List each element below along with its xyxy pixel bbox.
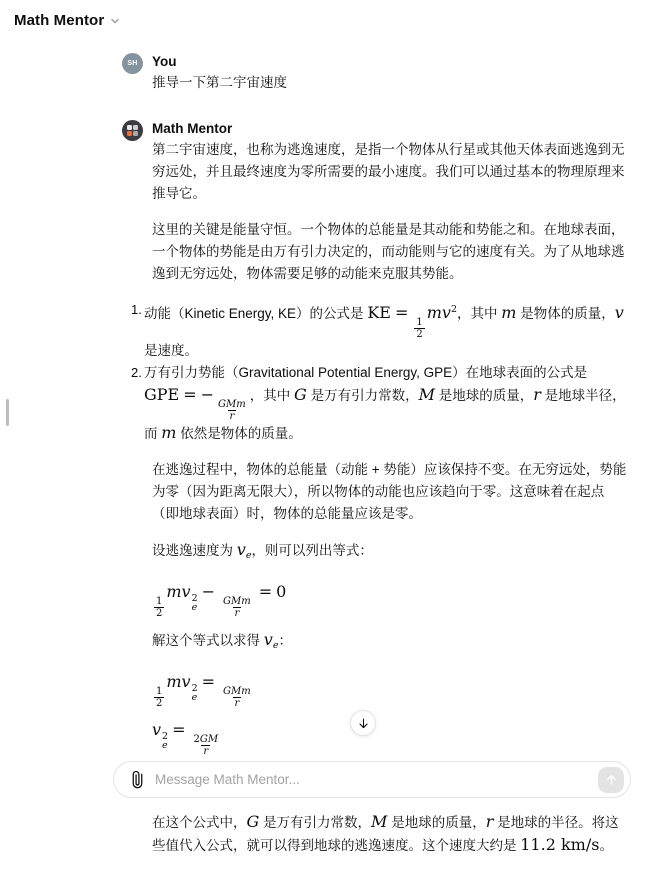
math-inline: v 2 e = $\frac{2GM}{r}$ (152, 720, 219, 757)
assistant-name: Math Mentor (152, 121, 233, 136)
math-inline: m (161, 423, 177, 442)
model-switcher[interactable] (10, 8, 125, 33)
math-formula (152, 581, 630, 619)
user-avatar (122, 53, 143, 74)
message-input[interactable] (149, 772, 598, 787)
app-title: Math Mentor (14, 12, 105, 29)
scrollbar-thumb[interactable] (6, 399, 9, 426)
arrow-up-icon (604, 772, 619, 787)
assistant-message (122, 119, 630, 871)
assistant-paragraph: 设逃逸速度为 ve，则可以列出等式： (152, 540, 373, 561)
math-inline: ve (236, 540, 252, 561)
math-inline: GPE = − $\frac{\text{GMm}}{r}$ (144, 385, 246, 422)
math-formula (152, 719, 630, 757)
math-inline: $\frac{1}{2}$ mv 2 e = $\frac{\text{GMm}}{r}$ (156, 672, 251, 709)
user-message (122, 52, 630, 94)
math-inline: G (294, 385, 307, 404)
assistant-message-body (131, 139, 630, 857)
assistant-paragraph: 这里的关键是能量守恒。一个物体的总能量是其动能和势能之和。在地球表面，一个物体的势能是由万有引力决定的，而动能则与它的速度有关。为了从地球逃逸到无穷远处，物体需要足够的动能来克服其势能。 (152, 222, 625, 281)
math-inline: r (533, 385, 541, 404)
assistant-paragraph: 在逃逸过程中，物体的总能量（动能 + 势能）应该保持不变。在无穷远处，势能为零（因为距离无限大），所以物体的动能也应该趋向于零。这意味着在起点（即地球表面）时，物体的总能量应该是零。 (152, 462, 627, 521)
math-inline: ve (263, 630, 279, 651)
scroll-to-bottom-button[interactable] (350, 710, 376, 736)
send-button[interactable] (598, 767, 624, 793)
math-inline: M (371, 812, 388, 831)
arrow-down-icon (357, 717, 370, 730)
math-inline: KE = $\frac{1}{2}$ $mv^2$ (367, 303, 457, 340)
math-inline: M (418, 385, 435, 404)
list-marker: 1. (131, 302, 142, 317)
user-message-text: 推导一下第二宇宙速度 (152, 75, 287, 90)
user-avatar-initials: SH (127, 60, 138, 67)
assistant-paragraph: 解这个等式以求得 ve： (152, 630, 292, 651)
assistant-avatar (122, 120, 143, 141)
conversation-thread (122, 52, 630, 871)
list-marker: 2. (131, 365, 142, 380)
attach-file-button[interactable] (125, 768, 149, 792)
chevron-down-icon (109, 15, 121, 27)
list-item (131, 299, 630, 362)
assistant-paragraph: 第二宇宙速度，也称为逃逸速度，是指一个物体从行星或其他天体表面逃逸到无穷远处，并且最终速度为零所需要的最小速度。我们可以通过基本的物理原理来推导它。 (152, 142, 625, 201)
list-item-text: 万有引力势能（Gravitational Potential Energy, GPE）在地球表面的公式是 GPE = − $\frac{\text{GMm}}{r}$ ，其中 G 是万有引力常数，M 是地球的质量，r 是地球半径，而 m 依然是物体的质量。 (144, 365, 626, 442)
ordered-list (131, 299, 630, 445)
math-inline: r (485, 812, 494, 831)
list-item-text: 动能（Kinetic Energy, KE）的公式是 KE = $\frac{1}{2}$ $mv^2$，其中 m 是物体的质量，v 是速度。 (144, 303, 624, 358)
math-inline: $\frac{1}{2}$ mv 2 e − $\frac{\text{GMm}}{r}$ = 0 (156, 582, 287, 619)
math-inline: v (614, 303, 624, 322)
paperclip-icon (125, 767, 149, 791)
math-inline: G (246, 812, 260, 831)
math-inline: 11.2 km/s (520, 835, 600, 854)
message-composer (113, 761, 631, 798)
assistant-paragraph: 在这个公式中，G 是万有引力常数，M 是地球的质量，r 是地球的半径。将这些值代入公式，就可以得到地球的逃逸速度。这个速度大约是 11.2 km/s。 (152, 812, 619, 854)
list-item (131, 362, 630, 445)
gpt-dots-icon (127, 125, 138, 136)
user-name: You (152, 54, 177, 69)
math-inline: m (501, 303, 517, 322)
math-formula (152, 671, 630, 709)
